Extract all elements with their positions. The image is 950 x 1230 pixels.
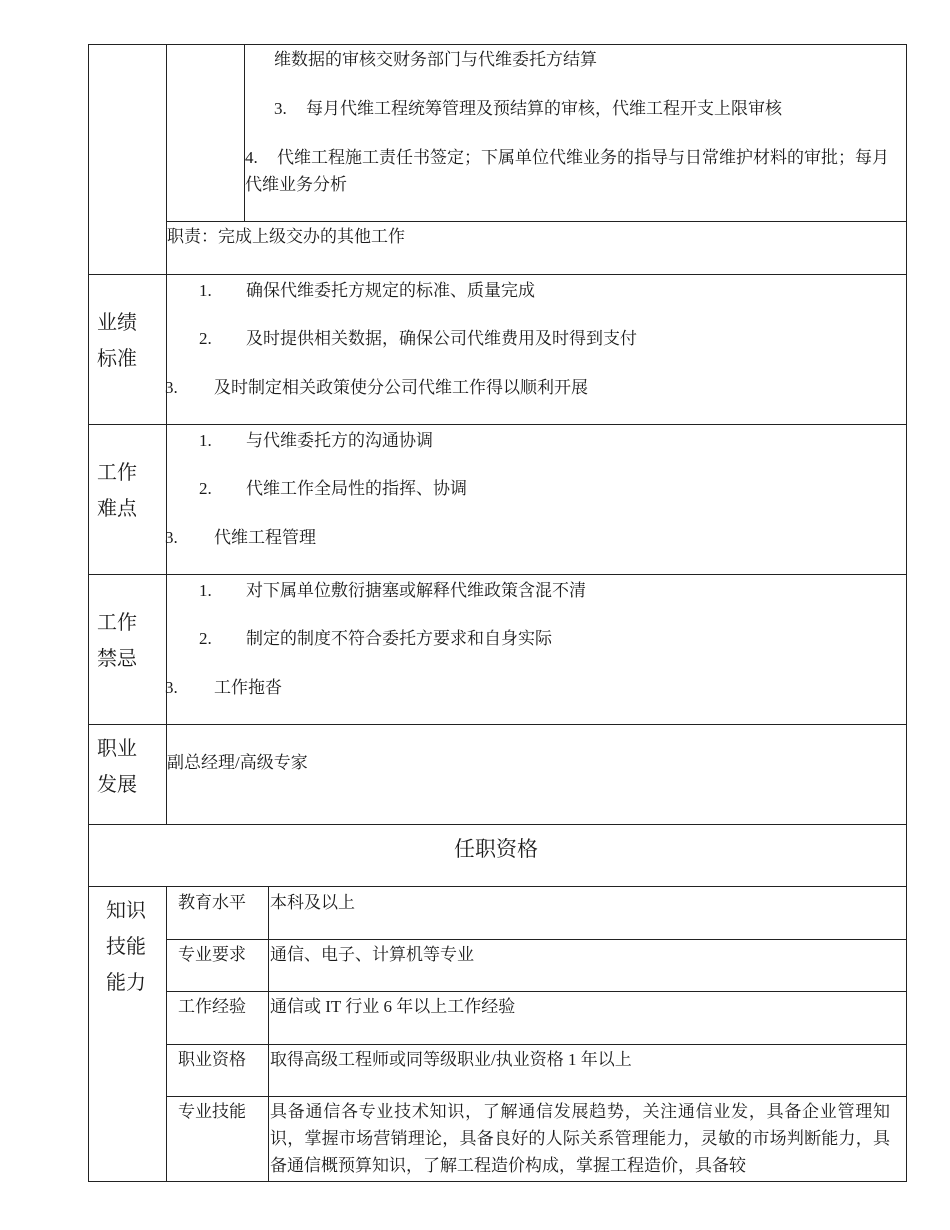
qual-key-experience: 工作经验	[178, 997, 246, 1016]
qual-value-skills: 具备通信各专业技术知识，了解通信发展趋势，关注通信业发，具备企业管理知识，掌握市场营销理论，具备良好的人际关系管理能力，灵敏的市场判断能力，具备通信概预算知识，了解工程造价构成，掌握工程造价，具备较	[270, 1102, 890, 1175]
performance-item-3-text: 及时制定相关政策使分公司代维工作得以顺利开展	[214, 378, 588, 397]
qual-label-divider	[166, 886, 167, 1181]
qual-row-divider-3	[166, 1044, 907, 1045]
qual-value-experience: 通信或 IT 行业 6 年以上工作经验	[270, 997, 516, 1016]
qual-key-education: 教育水平	[178, 893, 246, 912]
qual-value-education: 本科及以上	[270, 893, 355, 912]
difficulty-item-1-number: 1.	[199, 431, 212, 450]
section-label-difficulties: 工作 难点	[97, 462, 137, 520]
taboo-item-2-number: 2.	[199, 629, 212, 648]
difficulty-item-2-text: 代维工作全局性的指挥、协调	[246, 479, 467, 498]
qual-value-certification: 取得高级工程师或同等级职业/执业资格 1 年以上	[270, 1050, 632, 1069]
table-border-top	[88, 44, 907, 45]
table-border-right	[906, 44, 907, 1181]
qualifications-header: 任职资格	[454, 837, 538, 861]
qual-row-divider-2	[166, 991, 907, 992]
divider-qualifications-body	[88, 886, 907, 887]
difficulty-item-1-text: 与代维委托方的沟通协调	[246, 431, 433, 450]
qual-value-major: 通信、电子、计算机等专业	[270, 945, 474, 964]
label-column-divider	[166, 44, 167, 825]
section-label-taboos: 工作 禁忌	[97, 612, 137, 670]
qual-row-divider-1	[166, 939, 907, 940]
taboo-item-1-number: 1.	[199, 581, 212, 600]
performance-item-2-number: 2.	[199, 329, 212, 348]
divider-qualifications-header	[88, 824, 907, 825]
section-label-career: 职业 发展	[97, 738, 137, 796]
divider-duties-other	[166, 221, 907, 222]
divider-difficulties	[88, 424, 907, 425]
duty-item-4-text: 代维工程施工责任书签定；下属单位代维业务的指导与日常维护材料的审批；每月代维业务分析	[245, 148, 889, 194]
duty-item-3-number: 3.	[274, 99, 287, 118]
divider-career	[88, 724, 907, 725]
performance-item-3-number: 3.	[165, 378, 178, 397]
table-border-left	[88, 44, 89, 1181]
qual-key-divider	[268, 886, 269, 1181]
qual-key-certification: 职业资格	[178, 1050, 246, 1069]
qual-key-major: 专业要求	[178, 945, 246, 964]
performance-item-1-number: 1.	[199, 281, 212, 300]
difficulty-item-3-number: 3.	[165, 528, 178, 547]
divider-performance	[88, 274, 907, 275]
qualifications-group-label: 知识 技能 能力	[106, 900, 146, 994]
taboo-item-3-text: 工作拖沓	[214, 678, 282, 697]
duty-item-4-number: 4.	[245, 148, 258, 167]
career-path: 副总经理/高级专家	[167, 753, 308, 772]
taboo-item-3-number: 3.	[165, 678, 178, 697]
difficulty-item-3-text: 代维工程管理	[214, 528, 316, 547]
qual-row-divider-4	[166, 1096, 907, 1097]
table-border-bottom	[88, 1181, 907, 1182]
divider-taboos	[88, 574, 907, 575]
taboo-item-2-text: 制定的制度不符合委托方要求和自身实际	[246, 629, 552, 648]
difficulty-item-2-number: 2.	[199, 479, 212, 498]
performance-item-2-text: 及时提供相关数据，确保公司代维费用及时得到支付	[246, 329, 637, 348]
duty-line-continued: 维数据的审核交财务部门与代维委托方结算	[274, 50, 597, 69]
qual-key-skills: 专业技能	[178, 1102, 246, 1121]
section-label-performance: 业绩 标准	[97, 312, 137, 370]
taboo-item-1-text: 对下属单位敷衍搪塞或解释代维政策含混不清	[246, 581, 586, 600]
performance-item-1-text: 确保代维委托方规定的标准、质量完成	[246, 281, 535, 300]
duty-item-3-text: 每月代维工程统筹管理及预结算的审核，代维工程开支上限审核	[306, 99, 782, 118]
duty-other: 职责：完成上级交办的其他工作	[167, 227, 405, 246]
